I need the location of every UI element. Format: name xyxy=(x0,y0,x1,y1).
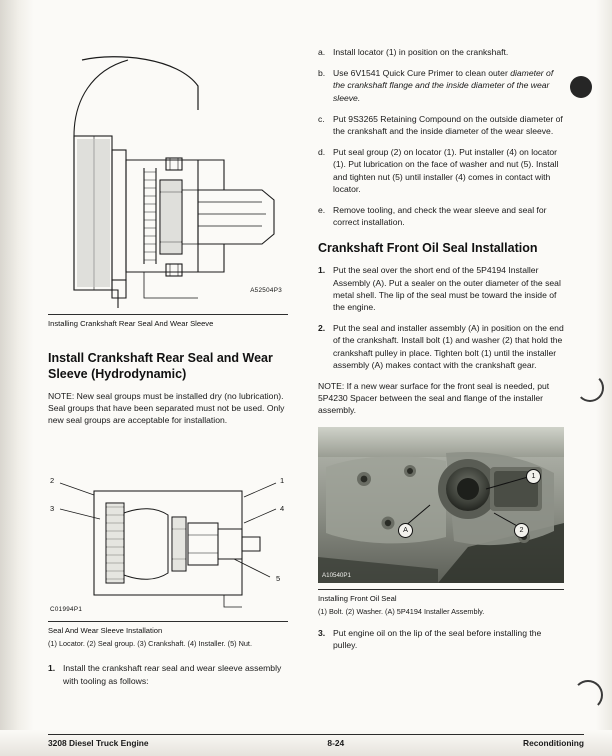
photo-installing-front-oil-seal xyxy=(318,427,564,583)
step-marker: 2. xyxy=(318,323,326,334)
step-text xyxy=(333,67,564,104)
svg-text:3: 3 xyxy=(50,503,55,513)
step-marker: c. xyxy=(318,113,325,124)
svg-text:2: 2 xyxy=(50,475,55,485)
right-column xyxy=(318,46,564,660)
photo-callout-a: A xyxy=(398,523,413,538)
left-steps-list xyxy=(48,662,288,686)
list-item xyxy=(318,204,564,228)
svg-text:5: 5 xyxy=(276,573,281,583)
figure-top-caption: Installing Crankshaft Rear Seal And Wear Sleeve xyxy=(48,319,214,328)
step-marker: 3. xyxy=(318,627,326,638)
step-marker: 1. xyxy=(318,265,326,276)
list-item xyxy=(318,113,564,137)
figure-bottom-caption-legend: (1) Locator. (2) Seal group. (3) Crankshaft. (4) Installer. (5) Nut. xyxy=(48,638,252,648)
step-text: Put seal group (2) on locator (1). Put installer (4) on locator (1). Put lubrication on the face of washer and nut (5). Install and tighten nut (5) until installer (4) comes in contact with locator. xyxy=(333,147,559,194)
list-item xyxy=(48,662,288,686)
step-marker: b. xyxy=(318,68,326,79)
list-item xyxy=(318,67,564,104)
binder-hole-top xyxy=(570,76,592,98)
step-text: Install the crankshaft rear seal and wear sleeve assembly with tooling as follows: xyxy=(63,663,282,686)
list-item xyxy=(318,146,564,195)
left-column xyxy=(48,40,288,696)
step-text-pre: Use 6V1541 Quick Cure Primer to clean outer xyxy=(333,68,511,79)
svg-text:1: 1 xyxy=(280,475,285,485)
svg-text:4: 4 xyxy=(280,503,285,513)
step-text: Put the seal and installer assembly (A) in position on the end of the crankshaft. Install bolt (1) and washer (2) that hold the crankshaft pulley in place. Tighten bolt (1) until the installer assembly (A) makes contact with the crankshaft gear. xyxy=(333,323,564,370)
note-wear-surface: NOTE: If a new wear surface for the front seal is needed, put 5P4230 Spacer between the seal and flange of the installer assembly. xyxy=(318,381,550,416)
step-marker: d. xyxy=(318,147,326,158)
step-text: Put engine oil on the lip of the seal before installing the pulley. xyxy=(333,627,542,650)
photo-caption-legend: (1) Bolt. (2) Washer. (A) 5P4194 Installer Assembly. xyxy=(318,606,485,616)
heading-install-rear-seal: Install Crankshaft Rear Seal and Wear Sleeve (Hydrodynamic) xyxy=(48,351,273,381)
note-new-seal-groups: NOTE: New seal groups must be installed dry (no lubrication). Seal groups that have been separated must not be used. Only new seal groups are acceptable for installation. xyxy=(48,391,285,426)
binder-hole-middle xyxy=(576,374,604,402)
photo-callout-2: 2 xyxy=(514,523,529,538)
figure-bottom-caption-title: Seal And Wear Sleeve Installation xyxy=(48,625,163,635)
binder-hole-bottom xyxy=(573,680,603,710)
step-text: Put the seal over the short end of the 5P4194 Installer Assembly (A). Put a sealer on the outer diameter of the seal metal shell. The lip of the seal must be toward the inside of the engine. xyxy=(333,265,561,313)
step-text: Put 9S3265 Retaining Compound on the outside diameter of the crankshaft and the inside diameter of the wear sleeve. xyxy=(333,113,563,137)
footer-right-title: Reconditioning xyxy=(523,738,584,748)
list-item xyxy=(318,264,564,313)
step-marker: e. xyxy=(318,205,326,216)
final-step-list xyxy=(318,627,564,651)
list-item xyxy=(318,46,564,58)
photo-rule xyxy=(318,589,564,590)
figure-code-top: A52504P3 xyxy=(250,287,282,294)
step-text-italic: diameter of the crankshaft flange and the inside diameter of the wear sleeve. xyxy=(333,68,554,103)
figure-code-bottom: C01994P1 xyxy=(50,605,83,613)
photo-code: A10540P1 xyxy=(322,571,351,579)
page-footer xyxy=(48,734,584,748)
figure-bottom-rule xyxy=(48,621,288,622)
figure-seal-wear-sleeve-installation xyxy=(48,467,288,615)
step-marker: 1. xyxy=(48,663,56,674)
list-item xyxy=(318,627,564,651)
numbered-steps-list xyxy=(318,264,564,371)
figure-rear-seal-wear-sleeve-drawing xyxy=(48,40,288,308)
heading-front-oil-seal-installation: Crankshaft Front Oil Seal Installation xyxy=(318,241,538,256)
list-item xyxy=(318,322,564,371)
photo-caption-title: Installing Front Oil Seal xyxy=(318,593,397,603)
step-text: Install locator (1) in position on the crankshaft. xyxy=(333,47,509,57)
lettered-steps-list xyxy=(318,46,564,228)
footer-left-title: 3208 Diesel Truck Engine xyxy=(48,738,149,748)
figure-top-rule xyxy=(48,314,288,315)
page-edge-shading-left xyxy=(0,0,34,756)
step-marker: a. xyxy=(318,47,326,57)
photo-callout-1: 1 xyxy=(526,469,541,484)
step-text: Remove tooling, and check the wear sleeve and seal for correct installation. xyxy=(333,205,547,228)
footer-page-number: 8-24 xyxy=(327,738,345,748)
